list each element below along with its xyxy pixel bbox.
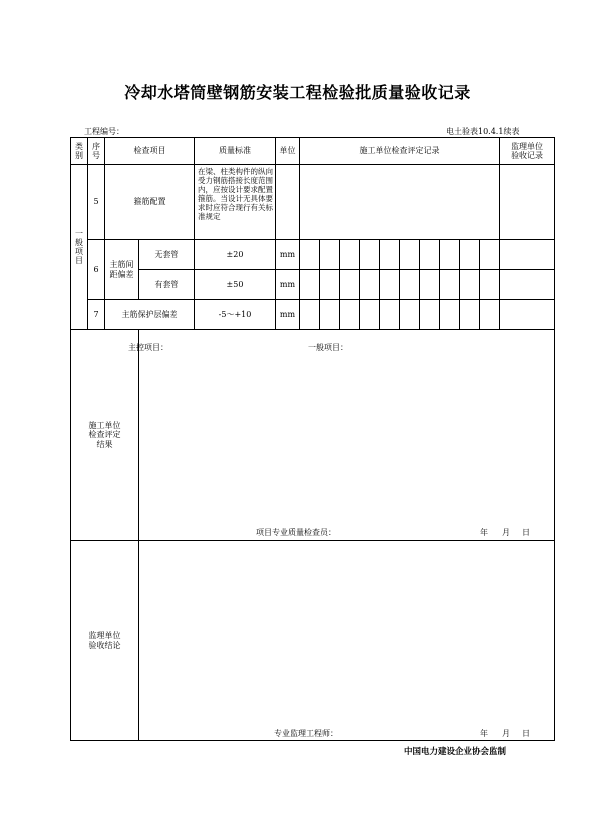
record-cell[interactable] xyxy=(460,270,480,300)
general-items-label: 一般项目： xyxy=(308,343,348,352)
record-cell[interactable] xyxy=(300,270,320,300)
row-item: 主筋保护层偏差 xyxy=(105,300,195,330)
construction-result-row xyxy=(71,330,555,541)
row-seq: 7 xyxy=(88,300,105,330)
header-construction-record: 施工单位检查评定记录 xyxy=(300,138,500,165)
header-supervision-record: 监理单位 验收记录 xyxy=(500,138,555,165)
supervision-conclusion-row xyxy=(71,541,555,741)
supervision-cell[interactable] xyxy=(500,300,555,330)
header-category: 类 别 xyxy=(71,138,88,165)
record-cell[interactable] xyxy=(460,240,480,270)
date-year: 年 xyxy=(480,729,488,738)
row-unit: mm xyxy=(276,270,300,300)
record-cell[interactable] xyxy=(340,240,360,270)
record-cell[interactable] xyxy=(440,240,460,270)
date-month: 月 xyxy=(502,729,510,738)
row-item: 箍筋配置 xyxy=(105,165,195,240)
record-cell[interactable] xyxy=(320,240,340,270)
record-cell[interactable] xyxy=(420,270,440,300)
supervision-cell[interactable] xyxy=(500,240,555,270)
record-cell[interactable] xyxy=(360,300,380,330)
construction-result-label: 施工单位 检查评定 结果 xyxy=(71,330,139,541)
date-day: 日 xyxy=(522,729,530,738)
row-standard: ±50 xyxy=(195,270,276,300)
header-quality-standard: 质量标准 xyxy=(195,138,276,165)
form-title: 冷却水塔筒壁钢筋安装工程检验批质量验收记录 xyxy=(124,83,471,102)
supervision-cell[interactable] xyxy=(500,165,555,240)
form-number: 电土验表10.4.1续表 xyxy=(446,127,520,136)
header-row xyxy=(71,138,555,165)
row-unit xyxy=(276,165,300,240)
sub-item-label: 无套管 xyxy=(139,240,195,270)
header-check-item: 检查项目 xyxy=(105,138,195,165)
record-cell[interactable] xyxy=(460,300,480,330)
footer-issuer: 中国电力建设企业协会监制 xyxy=(404,747,507,757)
table-row xyxy=(71,240,555,270)
record-cell[interactable] xyxy=(420,240,440,270)
date-year: 年 xyxy=(480,528,488,537)
row-standard: 在梁、柱类构件的纵向受力钢筋搭接长度范围内，应按设计要求配置箍筋。当设计无具体要求时应符合现行有关标准规定 xyxy=(195,165,276,240)
record-cell[interactable] xyxy=(300,165,500,240)
header-unit: 单位 xyxy=(276,138,300,165)
row-unit: mm xyxy=(276,240,300,270)
date-month: 月 xyxy=(502,528,510,537)
sub-item-label: 有套管 xyxy=(139,270,195,300)
supervision-cell[interactable] xyxy=(500,270,555,300)
record-cell[interactable] xyxy=(360,240,380,270)
record-cell[interactable] xyxy=(400,300,420,330)
category-general: 一 般 项 目 xyxy=(71,165,88,330)
record-cell[interactable] xyxy=(440,270,460,300)
record-cell[interactable] xyxy=(320,300,340,330)
header-seq: 序 号 xyxy=(88,138,105,165)
quality-inspector-label: 项目专业质量检查员： xyxy=(256,528,336,537)
construction-result-content[interactable] xyxy=(139,330,555,541)
row-seq: 5 xyxy=(88,165,105,240)
record-cell[interactable] xyxy=(380,270,400,300)
record-cell[interactable] xyxy=(440,300,460,330)
table-row xyxy=(71,300,555,330)
record-cell[interactable] xyxy=(300,300,320,330)
table-row xyxy=(71,270,555,300)
row-seq: 6 xyxy=(88,240,105,300)
supervision-engineer-label: 专业监理工程师： xyxy=(274,729,338,738)
record-cell[interactable] xyxy=(420,300,440,330)
record-cell[interactable] xyxy=(400,270,420,300)
record-cell[interactable] xyxy=(480,300,500,330)
record-cell[interactable] xyxy=(400,240,420,270)
row-standard: -5～+10 xyxy=(195,300,276,330)
table-row xyxy=(71,165,555,240)
record-cell[interactable] xyxy=(480,270,500,300)
project-number-label: 工程编号： xyxy=(84,127,124,136)
date-day: 日 xyxy=(522,528,530,537)
row-unit: mm xyxy=(276,300,300,330)
supervision-conclusion-label: 监理单位 验收结论 xyxy=(71,541,139,741)
row-item: 主筋间 距偏差 xyxy=(105,240,139,300)
inspection-table xyxy=(70,137,555,741)
record-cell[interactable] xyxy=(320,270,340,300)
row-standard: ±20 xyxy=(195,240,276,270)
record-cell[interactable] xyxy=(300,240,320,270)
record-cell[interactable] xyxy=(380,300,400,330)
record-cell[interactable] xyxy=(340,300,360,330)
record-cell[interactable] xyxy=(380,240,400,270)
record-cell[interactable] xyxy=(340,270,360,300)
record-cell[interactable] xyxy=(480,240,500,270)
record-cell[interactable] xyxy=(360,270,380,300)
main-items-label: 主控项目： xyxy=(128,343,168,352)
supervision-conclusion-content[interactable] xyxy=(139,541,555,741)
